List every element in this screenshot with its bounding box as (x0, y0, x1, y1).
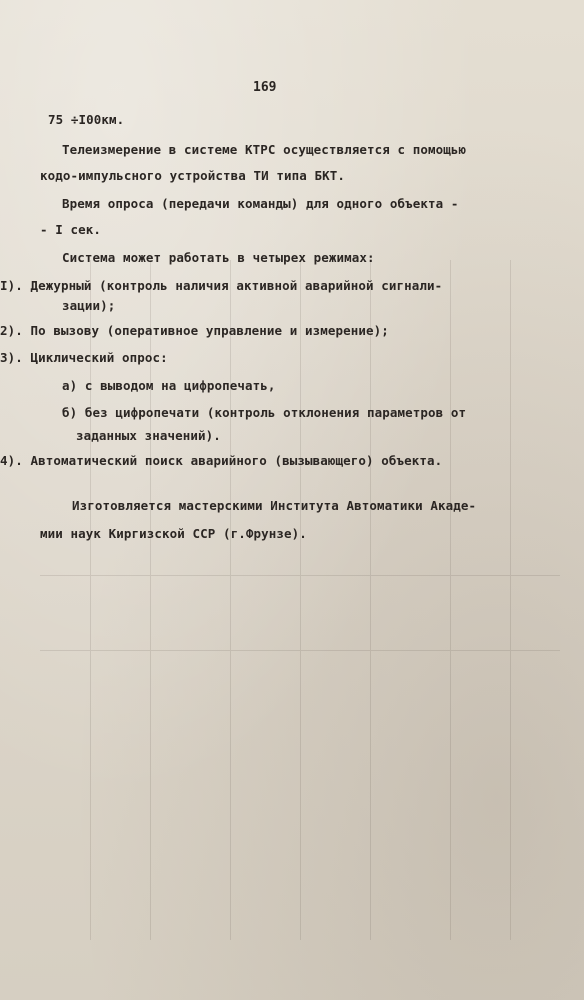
bleed-line (40, 575, 560, 576)
list-item: 4). Автоматический поиск аварийного (вызывающего) объекта. (0, 453, 443, 468)
reverse-side-bleed-through (30, 240, 570, 960)
list-item: I). Дежурный (контроль наличия активной аварийной сигнали- (0, 278, 443, 293)
page-number: 169 (253, 80, 277, 95)
list-item: 2). По вызову (оперативное управление и измерение); (0, 323, 389, 338)
sub-list-item: б) без цифропечати (контроль отклонения параметров от (62, 405, 467, 420)
bleed-line (450, 260, 451, 940)
bleed-line (40, 650, 560, 651)
text-line: кодо-импульсного устройства ТИ типа БКТ. (40, 168, 346, 183)
bleed-line (230, 260, 231, 940)
text-line: 75 ÷I00км. (48, 112, 125, 127)
bleed-line (510, 260, 511, 940)
text-line: Время опроса (передачи команды) для одного объекта - (62, 196, 459, 211)
text-line: Телеизмерение в системе КТРС осуществляется с помощью (62, 142, 467, 157)
text-line: Система может работать в четырех режимах: (62, 250, 375, 265)
text-line: Изготовляется мастерскими Института Автоматики Акаде- (72, 498, 477, 513)
bleed-line (300, 260, 301, 940)
text-line: заданных значений). (76, 428, 221, 443)
text-line: зации); (62, 298, 116, 313)
text-line: мии наук Киргизской ССР (г.Фрунзе). (40, 526, 307, 541)
list-item: 3). Циклический опрос: (0, 350, 168, 365)
sub-list-item: а) с выводом на цифропечать, (62, 378, 276, 393)
text-line: - I сек. (40, 222, 102, 237)
bleed-line (370, 260, 371, 940)
